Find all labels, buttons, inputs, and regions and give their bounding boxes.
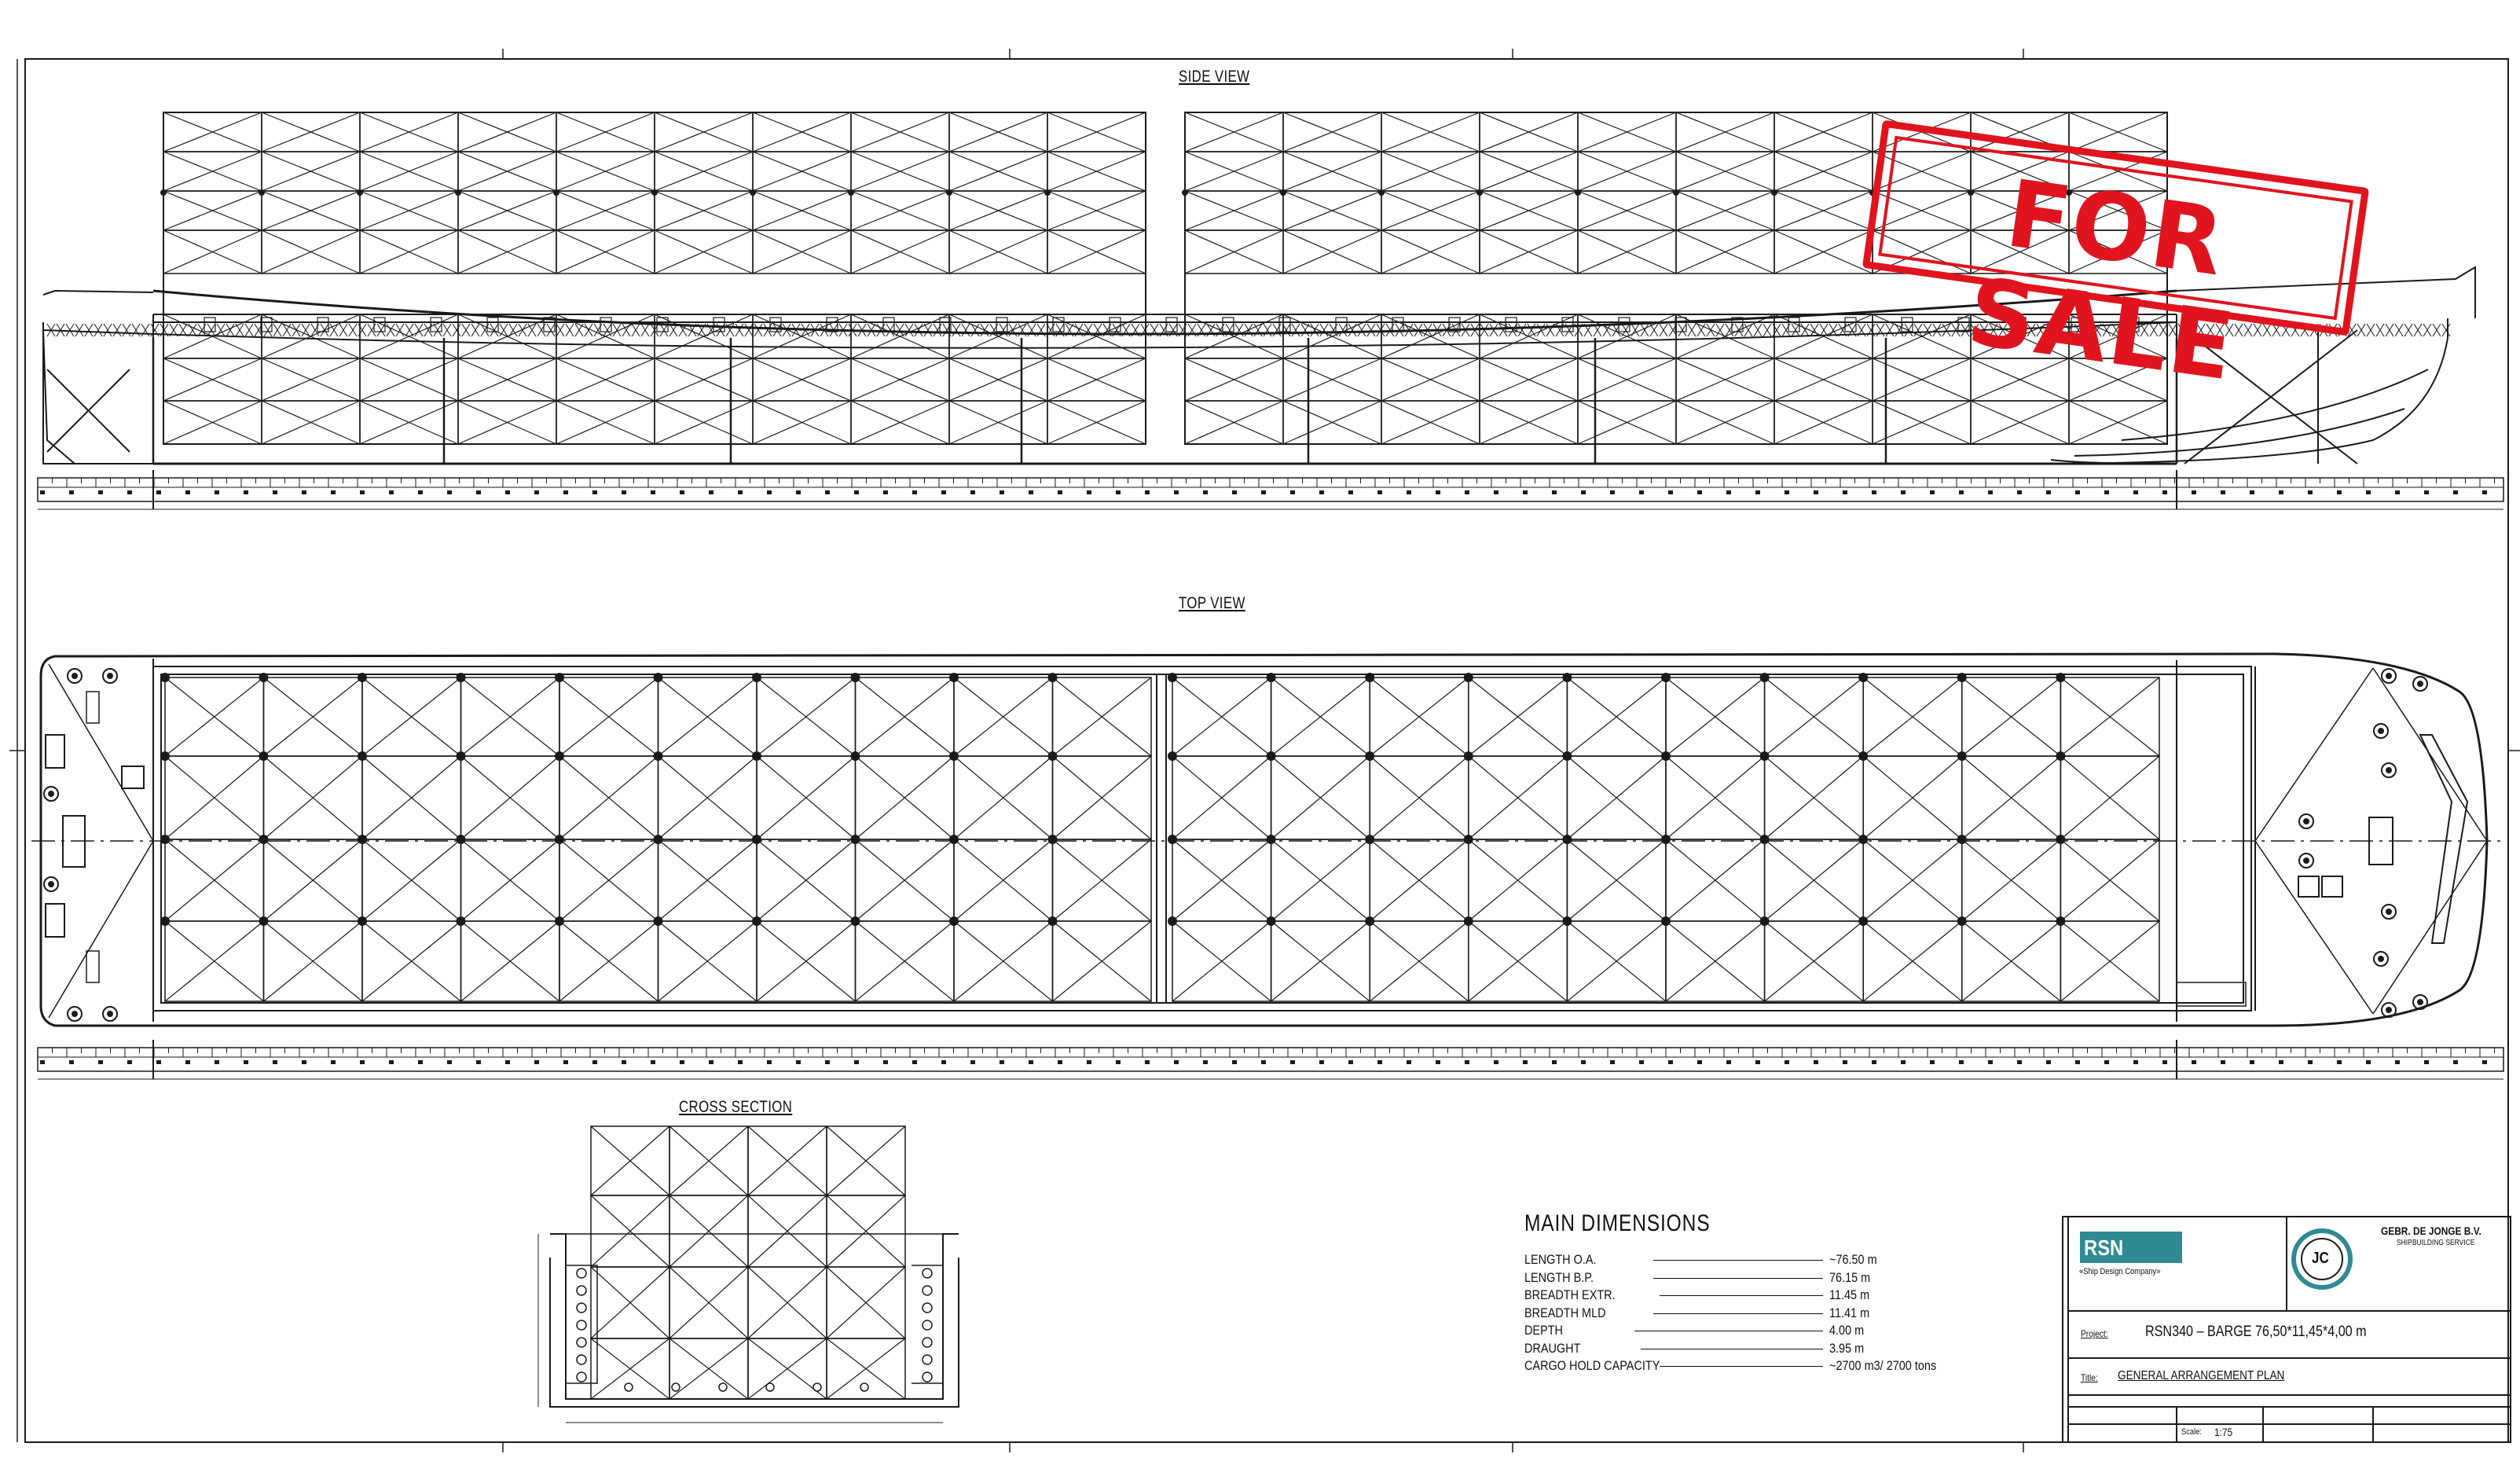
title-label: Title: [2081, 1372, 2098, 1383]
top-container-grid [161, 674, 2159, 1001]
dimension-value: ~76.50 m [1829, 1252, 1877, 1267]
dimension-value: ~2700 m3/ 2700 tons [1829, 1358, 1937, 1373]
title-value: GENERAL ARRANGEMENT PLAN [2118, 1369, 2285, 1382]
dimension-label: CARGO HOLD CAPACITY [1524, 1358, 1660, 1373]
deck-fittings [44, 669, 2427, 1021]
rsn-logo-text: RSN [2084, 1236, 2124, 1260]
dimension-label: DEPTH [1524, 1323, 1563, 1338]
top-view-title: TOP VIEW [1179, 594, 1245, 612]
dimension-label: DRAUGHT [1524, 1340, 1581, 1356]
leader-line [1660, 1295, 1823, 1296]
dimension-row [1524, 1269, 1964, 1287]
project-label: Project: [2081, 1328, 2108, 1339]
stamp-text: FOR SALE [1961, 159, 2242, 402]
cross-section-lightening-holes [577, 1269, 932, 1391]
company-subtitle: SHIPBUILDING SERVICE [2397, 1239, 2475, 1247]
main-dimensions-title: MAIN DIMENSIONS [1524, 1210, 1711, 1236]
dimension-row [1524, 1305, 1964, 1323]
leader-line [1653, 1313, 1823, 1314]
dimension-value: 76.15 m [1829, 1269, 1871, 1285]
dimension-row [1524, 1340, 1964, 1358]
leader-line [1660, 1366, 1823, 1367]
side-view-title: SIDE VIEW [1179, 68, 1250, 86]
scale-value: 1:75 [2214, 1426, 2233, 1438]
dimension-label: BREADTH MLD [1524, 1305, 1606, 1320]
project-value: RSN340 – BARGE 76,50*11,45*4,00 m [2145, 1324, 2367, 1340]
scale-label: Scale: [2181, 1427, 2202, 1437]
cross-section-drawing [538, 1126, 959, 1423]
leader-line [1653, 1278, 1823, 1279]
dimension-row [1524, 1287, 1964, 1305]
frame-ruler-side [38, 470, 2503, 509]
dimension-value: 11.41 m [1829, 1305, 1870, 1320]
dimension-row [1524, 1322, 1964, 1340]
rsn-tagline: «Ship Design Company» [2079, 1267, 2161, 1276]
jc-logo-text: JC [2312, 1250, 2329, 1267]
dimension-label: LENGTH O.A. [1524, 1252, 1597, 1267]
dimension-row [1524, 1357, 1964, 1375]
cross-section-title: CROSS SECTION [679, 1098, 793, 1116]
dimension-label: LENGTH B.P. [1524, 1269, 1594, 1285]
top-view [31, 654, 2507, 1079]
dimension-label: BREADTH EXTR. [1524, 1287, 1616, 1302]
dimension-value: 4.00 m [1829, 1323, 1865, 1338]
dimension-value: 11.45 m [1829, 1287, 1870, 1302]
cross-section-containers [591, 1126, 905, 1399]
frame-ruler-top [38, 1040, 2503, 1079]
main-dimensions-table [1524, 1251, 1964, 1375]
dimension-value: 3.95 m [1829, 1340, 1865, 1356]
dimension-row [1524, 1251, 1964, 1269]
company-name: GEBR. DE JONGE B.V. [2381, 1225, 2481, 1237]
leader-line [1653, 1260, 1823, 1261]
